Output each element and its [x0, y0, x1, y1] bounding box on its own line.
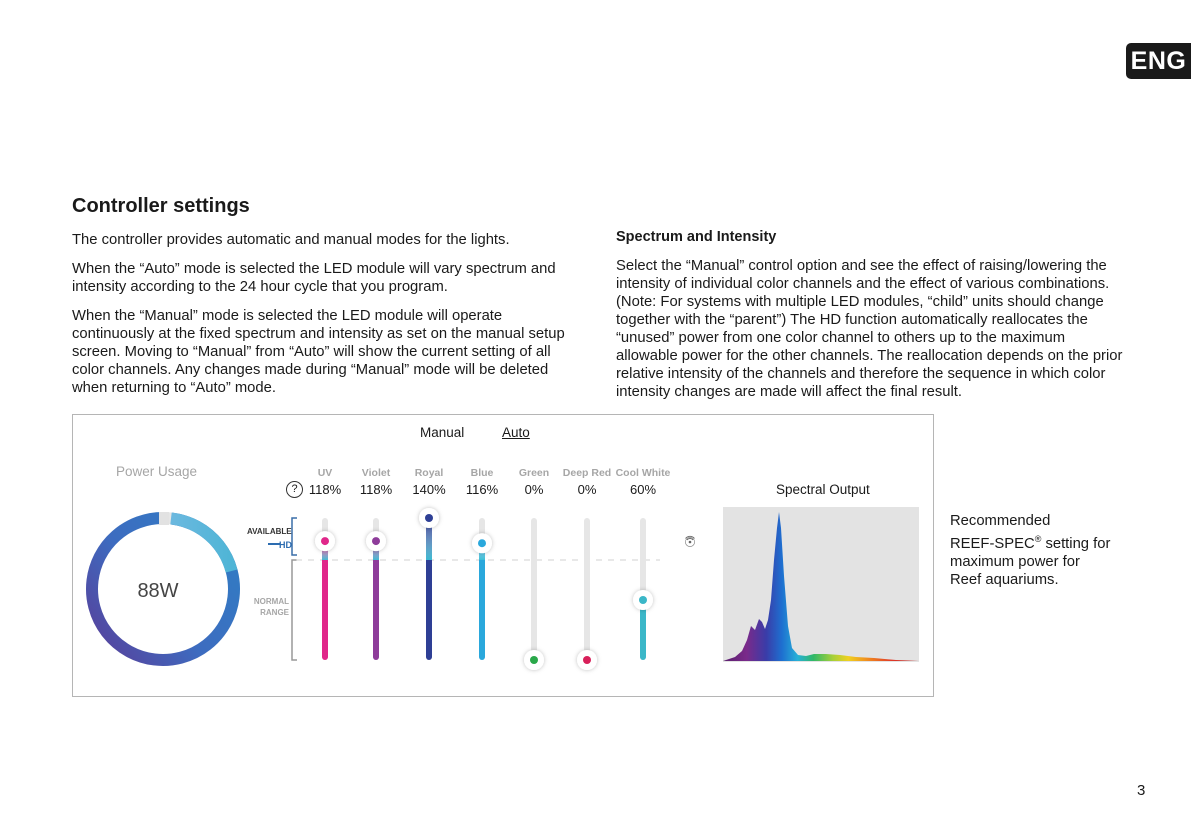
- hd-logo: [268, 540, 292, 550]
- slider-knob-dot-0: [321, 537, 329, 545]
- slider-4[interactable]: [524, 518, 544, 670]
- channel-name-4: Green: [518, 467, 550, 479]
- slider-knob-dot-3: [478, 539, 486, 547]
- channel-value-1: 118%: [359, 482, 393, 497]
- slider-0[interactable]: [315, 518, 335, 660]
- manual-mode-paragraph: When the “Manual” mode is selected the LED module will operate continuously at the fixed spectrum and intensity as set on the manual setup screen. Moving to “Manual” from “Auto” will show the current setting of all color channels. Any changes made during “Manual” mode will be deleted when returning to “Auto” mode.: [72, 308, 565, 396]
- spectral-output-chart: [723, 507, 919, 662]
- slider-knob-dot-6: [639, 596, 647, 604]
- channel-value-5: 0%: [577, 482, 597, 497]
- slider-knob-dot-1: [372, 537, 380, 545]
- available-label: AVAILABLE: [247, 527, 292, 536]
- slider-track-5: [584, 518, 590, 660]
- intro-paragraph: The controller provides automatic and manual modes for the lights.: [72, 232, 510, 248]
- power-value: 88W: [137, 580, 179, 602]
- channel-name-0: UV: [317, 467, 333, 479]
- slider-3[interactable]: [472, 518, 492, 660]
- slider-knob-dot-4: [530, 656, 538, 664]
- channel-value-2: 140%: [412, 482, 446, 497]
- channel-sliders: [315, 508, 653, 670]
- channel-value-6: 60%: [629, 482, 657, 497]
- auto-mode-paragraph: When the “Auto” mode is selected the LED module will vary spectrum and intensity according to the 24 hour cycle that you program.: [72, 261, 556, 295]
- page-number: 3: [1137, 782, 1146, 799]
- channel-name-1: Violet: [361, 467, 391, 479]
- slider-track-4: [531, 518, 537, 660]
- mode-manual-tab[interactable]: Manual: [420, 425, 465, 440]
- channel-name-2: Royal: [414, 467, 444, 479]
- wifi-icon: [685, 536, 694, 546]
- slider-5[interactable]: [577, 518, 597, 670]
- slider-1[interactable]: [366, 518, 386, 660]
- normal-range-label: NORMAL RANGE: [253, 597, 289, 617]
- recommendation-note: Recommended REEF-SPEC® setting for maximum power for Reef aquariums.: [950, 513, 1111, 588]
- hd-label: HD: [279, 540, 292, 550]
- slider-6[interactable]: [633, 518, 653, 660]
- channel-name-6: Cool White: [615, 467, 671, 479]
- channel-name-3: Blue: [470, 467, 494, 479]
- channel-name-5: Deep Red: [562, 467, 612, 479]
- slider-knob-dot-5: [583, 656, 591, 664]
- section-subheading: Spectrum and Intensity: [616, 229, 777, 245]
- channel-value-3: 116%: [465, 482, 499, 497]
- spectral-output-label: Spectral Output: [776, 482, 870, 497]
- slider-fill-3: [479, 543, 485, 660]
- page-title: Controller settings: [72, 195, 250, 217]
- mode-auto-tab[interactable]: Auto: [502, 425, 530, 440]
- channel-value-0: 118%: [308, 482, 342, 497]
- power-usage-label: Power Usage: [116, 464, 198, 479]
- slider-2[interactable]: [419, 508, 439, 660]
- help-icon[interactable]: ?: [286, 481, 303, 498]
- slider-knob-dot-2: [425, 514, 433, 522]
- channel-value-4: 0%: [524, 482, 544, 497]
- spectrum-paragraph: Select the “Manual” control option and see the effect of raising/lowering the intensity of individual color channels and the effect of various combinations. (Note: For systems with multiple LED modules, “child” units should change together with the “parent”) The HD function automatically reallocates the “unused” power from one color channel to others up to the maximum allowable power for the other channels. The reallocation depends on the prior relative intensity of the channels and therefore the sequence in which color intensity changes are made will affect the final result.: [616, 258, 1123, 400]
- power-ring: [84, 510, 242, 668]
- language-badge: ENG: [1126, 43, 1191, 79]
